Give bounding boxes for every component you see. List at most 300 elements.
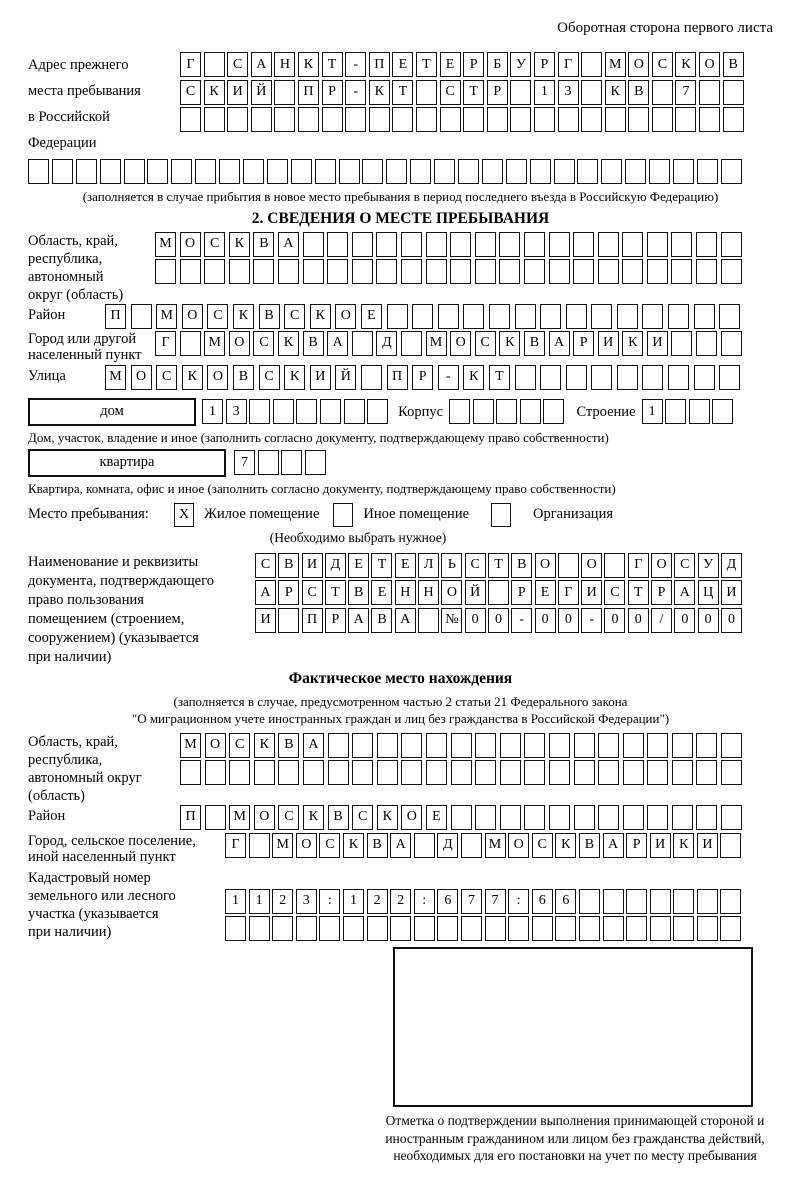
- char-box[interactable]: [500, 733, 521, 758]
- char-box[interactable]: [229, 259, 250, 284]
- char-box[interactable]: [451, 805, 472, 830]
- char-box[interactable]: Г: [155, 331, 176, 356]
- char-box[interactable]: [566, 304, 587, 329]
- char-box[interactable]: Е: [348, 553, 369, 578]
- char-box[interactable]: [549, 760, 570, 785]
- char-box[interactable]: О: [180, 232, 201, 257]
- char-box[interactable]: [180, 331, 201, 356]
- char-box[interactable]: Р: [651, 580, 672, 605]
- char-box[interactable]: [352, 331, 373, 356]
- char-box[interactable]: [303, 259, 324, 284]
- char-box[interactable]: [499, 232, 520, 257]
- char-box[interactable]: П: [302, 608, 323, 633]
- char-box[interactable]: [520, 399, 541, 424]
- char-box[interactable]: [278, 608, 299, 633]
- char-box[interactable]: А: [395, 608, 416, 633]
- char-box[interactable]: [204, 52, 225, 77]
- char-box[interactable]: [362, 159, 383, 184]
- char-box[interactable]: [626, 916, 647, 941]
- char-box[interactable]: О: [335, 304, 356, 329]
- char-box[interactable]: 3: [296, 889, 317, 914]
- char-box[interactable]: [652, 107, 673, 132]
- char-box[interactable]: [475, 232, 496, 257]
- char-box[interactable]: П: [105, 304, 126, 329]
- char-box[interactable]: Г: [628, 553, 649, 578]
- char-box[interactable]: [628, 107, 649, 132]
- char-box[interactable]: [721, 259, 742, 284]
- char-box[interactable]: [720, 916, 741, 941]
- char-box[interactable]: [721, 331, 742, 356]
- char-box[interactable]: [524, 259, 545, 284]
- char-box[interactable]: [475, 760, 496, 785]
- char-box[interactable]: К: [463, 365, 484, 390]
- char-box[interactable]: [426, 259, 447, 284]
- char-box[interactable]: У: [698, 553, 719, 578]
- char-box[interactable]: /: [651, 608, 672, 633]
- char-box[interactable]: С: [604, 580, 625, 605]
- char-box[interactable]: С: [204, 232, 225, 257]
- char-box[interactable]: [401, 331, 422, 356]
- char-box[interactable]: Т: [371, 553, 392, 578]
- char-box[interactable]: [675, 107, 696, 132]
- char-box[interactable]: -: [581, 608, 602, 633]
- char-box[interactable]: С: [180, 80, 201, 105]
- char-box[interactable]: С: [440, 80, 461, 105]
- char-box[interactable]: [721, 733, 742, 758]
- char-box[interactable]: [450, 259, 471, 284]
- char-box[interactable]: [377, 733, 398, 758]
- char-box[interactable]: Р: [325, 608, 346, 633]
- char-box[interactable]: 2: [272, 889, 293, 914]
- char-box[interactable]: И: [721, 580, 742, 605]
- char-box[interactable]: [623, 805, 644, 830]
- char-box[interactable]: С: [227, 52, 248, 77]
- char-box[interactable]: С: [207, 304, 228, 329]
- char-box[interactable]: :: [508, 889, 529, 914]
- char-box[interactable]: [699, 80, 720, 105]
- char-box[interactable]: [416, 107, 437, 132]
- char-box[interactable]: [258, 450, 279, 475]
- char-box[interactable]: [278, 760, 299, 785]
- char-box[interactable]: [390, 916, 411, 941]
- char-box[interactable]: О: [296, 833, 317, 858]
- char-box[interactable]: [438, 304, 459, 329]
- char-box[interactable]: И: [581, 580, 602, 605]
- char-box[interactable]: [401, 733, 422, 758]
- char-box[interactable]: 7: [461, 889, 482, 914]
- char-box[interactable]: [352, 259, 373, 284]
- char-box[interactable]: Р: [322, 80, 343, 105]
- char-box[interactable]: [155, 259, 176, 284]
- char-box[interactable]: [694, 304, 715, 329]
- char-box[interactable]: И: [302, 553, 323, 578]
- char-box[interactable]: [500, 805, 521, 830]
- char-box[interactable]: [696, 760, 717, 785]
- char-box[interactable]: В: [278, 553, 299, 578]
- char-box[interactable]: [437, 916, 458, 941]
- char-box[interactable]: -: [345, 80, 366, 105]
- char-box[interactable]: [485, 916, 506, 941]
- char-box[interactable]: [473, 399, 494, 424]
- char-box[interactable]: [581, 107, 602, 132]
- char-box[interactable]: К: [605, 80, 626, 105]
- char-box[interactable]: К: [675, 52, 696, 77]
- char-box[interactable]: К: [555, 833, 576, 858]
- char-box[interactable]: М: [605, 52, 626, 77]
- char-box[interactable]: К: [310, 304, 331, 329]
- char-box[interactable]: [625, 159, 646, 184]
- char-box[interactable]: С: [255, 553, 276, 578]
- char-box[interactable]: [180, 107, 201, 132]
- char-box[interactable]: [298, 107, 319, 132]
- char-box[interactable]: [488, 580, 509, 605]
- char-box[interactable]: [305, 450, 326, 475]
- stay-option-residential-checkbox[interactable]: [174, 503, 194, 527]
- char-box[interactable]: П: [180, 805, 201, 830]
- char-box[interactable]: [723, 80, 744, 105]
- char-box[interactable]: И: [227, 80, 248, 105]
- char-box[interactable]: О: [581, 553, 602, 578]
- char-box[interactable]: А: [348, 608, 369, 633]
- char-box[interactable]: -: [438, 365, 459, 390]
- char-box[interactable]: [673, 916, 694, 941]
- char-box[interactable]: С: [674, 553, 695, 578]
- char-box[interactable]: [418, 608, 439, 633]
- char-box[interactable]: 1: [642, 399, 663, 424]
- char-box[interactable]: [696, 259, 717, 284]
- char-box[interactable]: 7: [485, 889, 506, 914]
- char-box[interactable]: [386, 159, 407, 184]
- char-box[interactable]: Т: [463, 80, 484, 105]
- char-box[interactable]: [642, 304, 663, 329]
- char-box[interactable]: И: [255, 608, 276, 633]
- char-box[interactable]: Д: [376, 331, 397, 356]
- char-box[interactable]: [458, 159, 479, 184]
- char-box[interactable]: [579, 916, 600, 941]
- char-box[interactable]: [598, 805, 619, 830]
- char-box[interactable]: [723, 107, 744, 132]
- char-box[interactable]: [603, 916, 624, 941]
- char-box[interactable]: [626, 889, 647, 914]
- char-box[interactable]: О: [205, 733, 226, 758]
- char-box[interactable]: А: [251, 52, 272, 77]
- char-box[interactable]: [249, 916, 270, 941]
- char-box[interactable]: [566, 365, 587, 390]
- char-box[interactable]: [647, 259, 668, 284]
- char-box[interactable]: [720, 833, 741, 858]
- char-box[interactable]: [668, 365, 689, 390]
- char-box[interactable]: [603, 889, 624, 914]
- char-box[interactable]: О: [450, 331, 471, 356]
- char-box[interactable]: 0: [721, 608, 742, 633]
- char-box[interactable]: [543, 399, 564, 424]
- char-box[interactable]: [367, 916, 388, 941]
- char-box[interactable]: [579, 889, 600, 914]
- char-box[interactable]: [668, 304, 689, 329]
- char-box[interactable]: Г: [558, 52, 579, 77]
- char-box[interactable]: 1: [343, 889, 364, 914]
- char-box[interactable]: [510, 107, 531, 132]
- char-box[interactable]: [652, 80, 673, 105]
- char-box[interactable]: [573, 259, 594, 284]
- char-box[interactable]: [274, 80, 295, 105]
- char-box[interactable]: 0: [604, 608, 625, 633]
- char-box[interactable]: [694, 365, 715, 390]
- char-box[interactable]: В: [579, 833, 600, 858]
- char-box[interactable]: [598, 259, 619, 284]
- char-box[interactable]: [253, 259, 274, 284]
- char-box[interactable]: Е: [371, 580, 392, 605]
- char-box[interactable]: [195, 159, 216, 184]
- char-box[interactable]: [171, 159, 192, 184]
- char-box[interactable]: И: [598, 331, 619, 356]
- char-box[interactable]: [500, 760, 521, 785]
- char-box[interactable]: [463, 107, 484, 132]
- char-box[interactable]: 0: [465, 608, 486, 633]
- char-box[interactable]: [720, 889, 741, 914]
- char-box[interactable]: [401, 760, 422, 785]
- char-box[interactable]: О: [401, 805, 422, 830]
- char-box[interactable]: [699, 107, 720, 132]
- char-box[interactable]: К: [233, 304, 254, 329]
- char-box[interactable]: [605, 107, 626, 132]
- char-box[interactable]: [327, 259, 348, 284]
- char-box[interactable]: [558, 553, 579, 578]
- char-box[interactable]: М: [156, 304, 177, 329]
- char-box[interactable]: 0: [628, 608, 649, 633]
- char-box[interactable]: [549, 259, 570, 284]
- char-box[interactable]: Й: [335, 365, 356, 390]
- char-box[interactable]: [549, 733, 570, 758]
- char-box[interactable]: [617, 365, 638, 390]
- char-box[interactable]: 0: [558, 608, 579, 633]
- char-box[interactable]: [604, 553, 625, 578]
- char-box[interactable]: [205, 760, 226, 785]
- char-box[interactable]: Е: [361, 304, 382, 329]
- char-box[interactable]: В: [723, 52, 744, 77]
- char-box[interactable]: М: [229, 805, 250, 830]
- char-box[interactable]: [52, 159, 73, 184]
- char-box[interactable]: 1: [225, 889, 246, 914]
- char-box[interactable]: Е: [535, 580, 556, 605]
- char-box[interactable]: [352, 760, 373, 785]
- char-box[interactable]: [463, 304, 484, 329]
- char-box[interactable]: [249, 399, 270, 424]
- char-box[interactable]: [204, 107, 225, 132]
- char-box[interactable]: [515, 365, 536, 390]
- char-box[interactable]: [76, 159, 97, 184]
- char-box[interactable]: [369, 107, 390, 132]
- char-box[interactable]: Т: [416, 52, 437, 77]
- char-box[interactable]: Т: [628, 580, 649, 605]
- char-box[interactable]: [296, 916, 317, 941]
- char-box[interactable]: Й: [465, 580, 486, 605]
- char-box[interactable]: С: [302, 580, 323, 605]
- char-box[interactable]: [376, 232, 397, 257]
- char-box[interactable]: [524, 232, 545, 257]
- char-box[interactable]: [555, 916, 576, 941]
- char-box[interactable]: [273, 399, 294, 424]
- char-box[interactable]: В: [511, 553, 532, 578]
- char-box[interactable]: О: [535, 553, 556, 578]
- char-box[interactable]: 0: [674, 608, 695, 633]
- char-box[interactable]: [647, 733, 668, 758]
- char-box[interactable]: [540, 365, 561, 390]
- char-box[interactable]: [303, 232, 324, 257]
- char-box[interactable]: [376, 259, 397, 284]
- char-box[interactable]: С: [156, 365, 177, 390]
- char-box[interactable]: [524, 805, 545, 830]
- char-box[interactable]: С: [284, 304, 305, 329]
- char-box[interactable]: [367, 399, 388, 424]
- char-box[interactable]: К: [673, 833, 694, 858]
- char-box[interactable]: К: [254, 733, 275, 758]
- char-box[interactable]: [339, 159, 360, 184]
- char-box[interactable]: [510, 80, 531, 105]
- char-box[interactable]: [721, 232, 742, 257]
- char-box[interactable]: [530, 159, 551, 184]
- char-box[interactable]: 0: [488, 608, 509, 633]
- char-box[interactable]: С: [465, 553, 486, 578]
- char-box[interactable]: К: [182, 365, 203, 390]
- char-box[interactable]: К: [377, 805, 398, 830]
- char-box[interactable]: [412, 304, 433, 329]
- char-box[interactable]: В: [259, 304, 280, 329]
- char-box[interactable]: [647, 805, 668, 830]
- char-box[interactable]: 0: [535, 608, 556, 633]
- char-box[interactable]: 7: [234, 450, 255, 475]
- char-box[interactable]: С: [229, 733, 250, 758]
- char-box[interactable]: -: [345, 52, 366, 77]
- char-box[interactable]: Р: [463, 52, 484, 77]
- char-box[interactable]: [414, 916, 435, 941]
- char-box[interactable]: В: [278, 733, 299, 758]
- char-box[interactable]: 7: [675, 80, 696, 105]
- char-box[interactable]: [689, 399, 710, 424]
- char-box[interactable]: [496, 399, 517, 424]
- char-box[interactable]: №: [441, 608, 462, 633]
- char-box[interactable]: [343, 916, 364, 941]
- char-box[interactable]: Р: [626, 833, 647, 858]
- char-box[interactable]: :: [319, 889, 340, 914]
- char-box[interactable]: Б: [487, 52, 508, 77]
- char-box[interactable]: [647, 232, 668, 257]
- char-box[interactable]: [515, 304, 536, 329]
- stay-option-other-checkbox[interactable]: [333, 503, 353, 527]
- char-box[interactable]: [581, 52, 602, 77]
- char-box[interactable]: [574, 760, 595, 785]
- char-box[interactable]: [574, 733, 595, 758]
- char-box[interactable]: [254, 760, 275, 785]
- char-box[interactable]: [696, 232, 717, 257]
- char-box[interactable]: О: [229, 331, 250, 356]
- char-box[interactable]: [719, 304, 740, 329]
- char-box[interactable]: 1: [202, 399, 223, 424]
- char-box[interactable]: И: [310, 365, 331, 390]
- char-box[interactable]: С: [475, 331, 496, 356]
- char-box[interactable]: 3: [226, 399, 247, 424]
- char-box[interactable]: К: [229, 232, 250, 257]
- char-box[interactable]: [475, 259, 496, 284]
- char-box[interactable]: [434, 159, 455, 184]
- char-box[interactable]: В: [328, 805, 349, 830]
- char-box[interactable]: [440, 107, 461, 132]
- char-box[interactable]: Н: [418, 580, 439, 605]
- char-box[interactable]: -: [511, 608, 532, 633]
- char-box[interactable]: 3: [558, 80, 579, 105]
- char-box[interactable]: [499, 259, 520, 284]
- char-box[interactable]: [487, 107, 508, 132]
- char-box[interactable]: [410, 159, 431, 184]
- char-box[interactable]: Р: [487, 80, 508, 105]
- char-box[interactable]: [426, 232, 447, 257]
- char-box[interactable]: [672, 805, 693, 830]
- char-box[interactable]: [322, 107, 343, 132]
- char-box[interactable]: Н: [395, 580, 416, 605]
- char-box[interactable]: Г: [558, 580, 579, 605]
- char-box[interactable]: [719, 365, 740, 390]
- char-box[interactable]: С: [532, 833, 553, 858]
- char-box[interactable]: [721, 159, 742, 184]
- char-box[interactable]: Е: [440, 52, 461, 77]
- char-box[interactable]: [524, 733, 545, 758]
- char-box[interactable]: [573, 232, 594, 257]
- char-box[interactable]: Е: [426, 805, 447, 830]
- char-box[interactable]: Е: [392, 52, 413, 77]
- char-box[interactable]: К: [622, 331, 643, 356]
- char-box[interactable]: 1: [249, 889, 270, 914]
- char-box[interactable]: С: [319, 833, 340, 858]
- char-box[interactable]: [204, 259, 225, 284]
- char-box[interactable]: [623, 733, 644, 758]
- char-box[interactable]: А: [603, 833, 624, 858]
- char-box[interactable]: [414, 833, 435, 858]
- char-box[interactable]: [319, 916, 340, 941]
- char-box[interactable]: [672, 760, 693, 785]
- char-box[interactable]: О: [254, 805, 275, 830]
- char-box[interactable]: [229, 760, 250, 785]
- char-box[interactable]: [558, 107, 579, 132]
- char-box[interactable]: [696, 805, 717, 830]
- char-box[interactable]: [671, 331, 692, 356]
- char-box[interactable]: К: [499, 331, 520, 356]
- char-box[interactable]: [598, 760, 619, 785]
- char-box[interactable]: [671, 232, 692, 257]
- char-box[interactable]: [642, 365, 663, 390]
- char-box[interactable]: П: [369, 52, 390, 77]
- char-box[interactable]: [598, 232, 619, 257]
- char-box[interactable]: [315, 159, 336, 184]
- char-box[interactable]: Г: [180, 52, 201, 77]
- char-box[interactable]: 2: [367, 889, 388, 914]
- char-box[interactable]: [320, 399, 341, 424]
- char-box[interactable]: В: [524, 331, 545, 356]
- char-box[interactable]: С: [259, 365, 280, 390]
- char-box[interactable]: [124, 159, 145, 184]
- char-box[interactable]: М: [426, 331, 447, 356]
- char-box[interactable]: А: [303, 733, 324, 758]
- char-box[interactable]: [671, 259, 692, 284]
- char-box[interactable]: П: [298, 80, 319, 105]
- char-box[interactable]: [617, 304, 638, 329]
- char-box[interactable]: Т: [488, 553, 509, 578]
- char-box[interactable]: [401, 259, 422, 284]
- char-box[interactable]: [225, 916, 246, 941]
- char-box[interactable]: [489, 304, 510, 329]
- char-box[interactable]: [450, 232, 471, 257]
- char-box[interactable]: К: [298, 52, 319, 77]
- char-box[interactable]: [647, 760, 668, 785]
